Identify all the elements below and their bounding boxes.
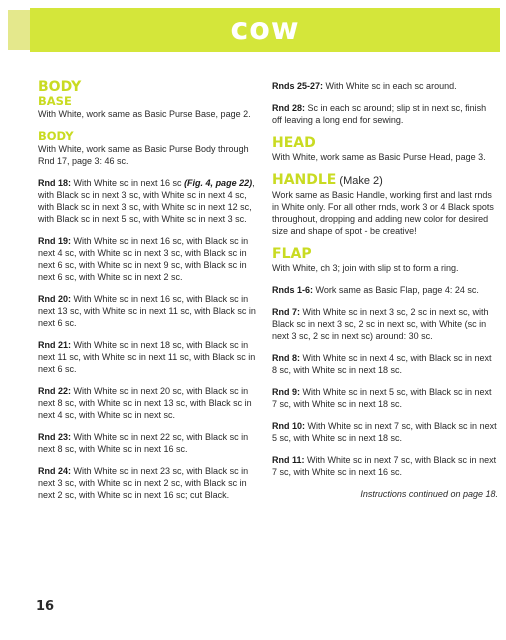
body-subheading: BODY xyxy=(38,129,74,143)
rnd-28 xyxy=(272,102,498,126)
base-heading: BASE xyxy=(38,94,72,108)
rnd-label: Rnd 24: xyxy=(38,466,72,476)
title-banner xyxy=(8,8,500,52)
flap-text: With White, ch 3; join with slip st to form a ring. xyxy=(272,263,459,273)
head-text: With White, work same as Basic Purse Head, page 3. xyxy=(272,152,486,162)
rnd-text: With White sc in next 18 sc, with Black sc in next 11 sc, with White sc in next 11 sc, with Black sc in next 6 sc. xyxy=(38,340,256,374)
handle-title: HANDLE xyxy=(272,172,337,188)
rnd-label: Rnd 23: xyxy=(38,432,72,442)
body-text: With White, work same as Basic Purse Body through Rnd 17, page 3: 46 sc. xyxy=(38,144,249,166)
rnd-label: Rnds 1-6: xyxy=(272,285,314,295)
flap-rnds-1-6 xyxy=(272,284,498,296)
rnd-label: Rnd 22: xyxy=(38,386,72,396)
flap-rnd-8 xyxy=(272,352,498,376)
rnd-24 xyxy=(38,465,260,501)
figure-reference: (Fig. 4, page 22) xyxy=(184,178,253,188)
head-heading: HEAD xyxy=(272,135,316,151)
rnd-text: With White sc in next 20 sc, with Black sc in next 8 sc, with White sc in next 13 sc, with Black sc in next 4 sc, with White sc in next sc. xyxy=(38,386,252,420)
handle-count: (Make 2) xyxy=(336,175,383,187)
rnd-18 xyxy=(38,177,260,225)
rnd-label: Rnd 10: xyxy=(272,421,306,431)
base-text: With White, work same as Basic Purse Base, page 2. xyxy=(38,109,251,119)
flap-heading: FLAP xyxy=(272,246,312,262)
rnd-text: With White sc in next 16 sc xyxy=(71,178,185,188)
handle-text: Work same as Basic Handle, working first and last rnds in White only. For all other rnds, work 3 or 4 Black spots throughout, dropping and adding new color for desired size and shape of spot - be creative! xyxy=(272,190,494,236)
rnd-label: Rnd 21: xyxy=(38,340,72,350)
rnd-text: With White sc in next 5 sc, with Black sc in next 7 sc, with White sc in next 18 sc. xyxy=(272,387,492,409)
rnd-label: Rnd 8: xyxy=(272,353,300,363)
rnd-19 xyxy=(38,235,260,283)
flap-rnd-10 xyxy=(272,420,498,444)
banner-bar xyxy=(30,8,500,52)
rnd-23 xyxy=(38,431,260,455)
rnd-text: Sc in each sc around; slip st in next sc, finish off leaving a long end for sewing. xyxy=(272,103,487,125)
rnd-label: Rnd 19: xyxy=(38,236,72,246)
right-column xyxy=(272,80,498,500)
rnd-text: With White sc in next 16 sc, with Black sc in next 13 sc, with White sc in next 11 sc, with Black sc in next 6 sc. xyxy=(38,294,256,328)
rnd-text: With White sc in next 7 sc, with Black sc in next 7 sc, with White sc in next 16 sc. xyxy=(272,455,497,477)
banner-accent xyxy=(8,10,30,50)
rnd-text: With White sc in each sc around. xyxy=(323,81,457,91)
rnd-text: , with Black sc in next 3 sc, with White sc in next 4 sc, with Black sc in next 3 sc, with White sc in next 12 sc, with Black sc in next 5 sc, with White sc in next 3 sc. xyxy=(38,178,255,224)
flap-rnd-9 xyxy=(272,386,498,410)
rnd-text: Work same as Basic Flap, page 4: 24 sc. xyxy=(313,285,479,295)
rnd-text: With White sc in next 4 sc, with Black sc in next 8 sc, with White sc in next 18 sc. xyxy=(272,353,492,375)
rnd-text: With White sc in next 3 sc, 2 sc in next sc, with Black sc in next 3 sc, 2 sc in next sc, with White (sc in next 3 sc, 2 sc in next sc) around: 30 sc. xyxy=(272,307,489,341)
rnd-label: Rnd 11: xyxy=(272,455,305,465)
rnd-text: With White sc in next 23 sc, with Black sc in next 3 sc, with White sc in next 2 sc, with Black sc in next 2 sc, with White sc in next 16 sc; cut Black. xyxy=(38,466,249,500)
rnd-text: With White sc in next 7 sc, with Black sc in next 5 sc, with White sc in next 18 sc. xyxy=(272,421,497,443)
rnd-label: Rnd 28: xyxy=(272,103,306,113)
flap-rnd-11 xyxy=(272,454,498,478)
rnd-label: Rnd 20: xyxy=(38,294,72,304)
rnd-20 xyxy=(38,293,260,329)
left-column xyxy=(38,80,260,501)
flap-rnd-7 xyxy=(272,306,498,342)
rnd-25-27 xyxy=(272,80,498,92)
rnd-label: Rnd 18: xyxy=(38,178,72,188)
rnd-21 xyxy=(38,339,260,375)
rnd-label: Rnd 9: xyxy=(272,387,300,397)
rnd-label: Rnd 7: xyxy=(272,307,300,317)
rnd-22 xyxy=(38,385,260,421)
continued-note: Instructions continued on page 18. xyxy=(360,489,498,499)
rnd-text: With White sc in next 16 sc, with Black sc in next 4 sc, with White sc in next 3 sc, with Black sc in next 6 sc, with White sc in next 9 sc, with Black sc in next 6 sc, with White sc in next 2 sc. xyxy=(38,236,249,282)
page-number: 16 xyxy=(36,599,55,614)
rnd-label: Rnds 25-27: xyxy=(272,81,324,91)
body-heading: BODY xyxy=(38,79,82,95)
rnd-text: With White sc in next 22 sc, with Black sc in next 8 sc, with White sc in next 16 sc. xyxy=(38,432,249,454)
handle-heading xyxy=(272,173,498,189)
page-title: cow xyxy=(230,12,300,47)
